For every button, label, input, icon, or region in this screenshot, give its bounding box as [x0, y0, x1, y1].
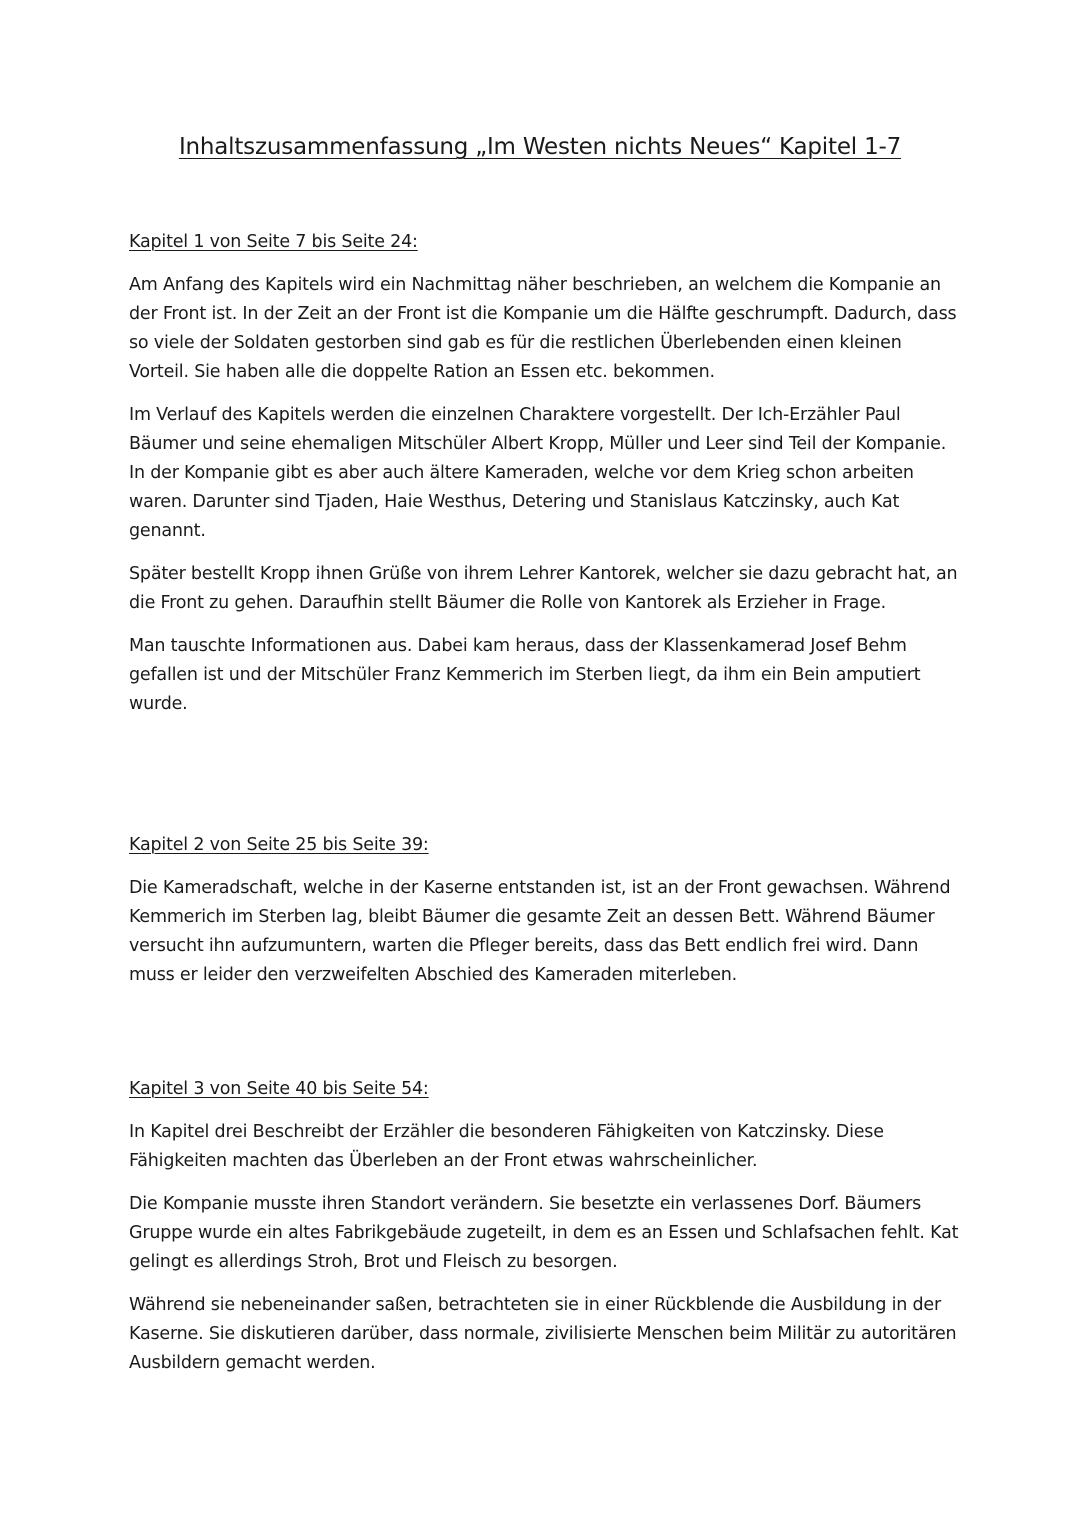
chapter-3-paragraph-1: In Kapitel drei Beschreibt der Erzähler die besonderen Fähigkeiten von Katczinsky. Diese Fähigkeiten machten das Überleben an der Front etwas wahrscheinlicher. — [129, 1122, 884, 1171]
chapter-2-heading: Kapitel 2 von Seite 25 bis Seite 39: — [129, 835, 429, 855]
chapter-1-paragraph-2: Im Verlauf des Kapitels werden die einzelnen Charaktere vorgestellt. Der Ich-Erzähler Paul Bäumer und seine ehemaligen Mitschüler Albert Kropp, Müller und Leer sind Teil der Kompanie. In der Kompanie gibt es aber auch ältere Kameraden, welche vor dem Krieg schon arbeiten waren. Darunter sind Tjaden, Haie Westhus, Detering und Stanislaus Katczinsky, auch Kat genannt. — [129, 405, 947, 541]
chapter-2-section — [129, 831, 959, 1004]
chapter-1-section — [129, 228, 959, 733]
chapter-1-paragraph-1: Am Anfang des Kapitels wird ein Nachmittag näher beschrieben, an welchem die Kompanie an der Front ist. In der Zeit an der Front ist die Kompanie um die Hälfte geschrumpft. Dadurch, dass so viele der Soldaten gestorben sind gab es für die restlichen Überlebenden einen kleinen Vorteil. Sie haben alle die doppelte Ration an Essen etc. bekommen. — [129, 275, 957, 382]
chapter-3-heading: Kapitel 3 von Seite 40 bis Seite 54: — [129, 1079, 429, 1099]
chapter-1-paragraph-4: Man tauschte Informationen aus. Dabei kam heraus, dass der Klassenkamerad Josef Behm gefallen ist und der Mitschüler Franz Kemmerich im Sterben liegt, da ihm ein Bein amputiert wurde. — [129, 636, 921, 714]
chapter-3-paragraph-3: Während sie nebeneinander saßen, betrachteten sie in einer Rückblende die Ausbildung in der Kaserne. Sie diskutieren darüber, dass normale, zivilisierte Menschen beim Militär zu autoritären Ausbildern gemacht werden. — [129, 1295, 957, 1373]
chapter-1-heading: Kapitel 1 von Seite 7 bis Seite 24: — [129, 232, 418, 252]
chapter-3-paragraph-2: Die Kompanie musste ihren Standort verändern. Sie besetzte ein verlassenes Dorf. Bäumers Gruppe wurde ein altes Fabrikgebäude zugeteilt, in dem es an Essen und Schlafsachen fehlt. Kat gelingt es allerdings Stroh, Brot und Fleisch zu besorgen. — [129, 1194, 959, 1272]
document-title: Inhaltszusammenfassung „Im Westen nichts Neues“ Kapitel 1-7 — [178, 134, 902, 160]
chapter-2-paragraph-1: Die Kameradschaft, welche in der Kaserne entstanden ist, ist an der Front gewachsen. Während Kemmerich im Sterben lag, bleibt Bäumer die gesamte Zeit an dessen Bett. Während Bäumer versucht ihn aufzumuntern, warten die Pfleger bereits, dass das Bett endlich frei wird. Dann muss er leider den verzweifelten Abschied des Kameraden miterleben. — [129, 878, 951, 985]
chapter-1-paragraph-3: Später bestellt Kropp ihnen Grüße von ihrem Lehrer Kantorek, welcher sie dazu gebracht hat, an die Front zu gehen. Daraufhin stellt Bäumer die Rolle von Kantorek als Erzieher in Frage. — [129, 564, 958, 613]
chapter-3-section — [129, 1075, 959, 1392]
